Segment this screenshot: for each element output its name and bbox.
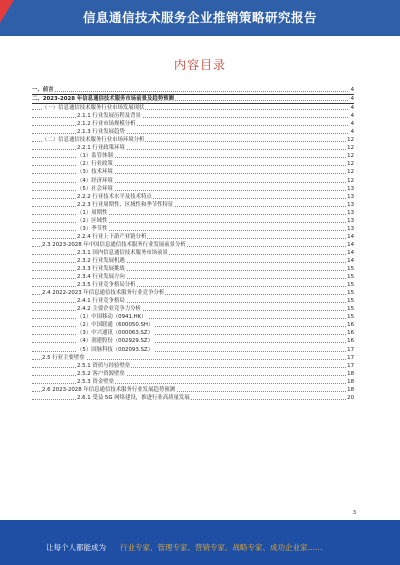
toc-entry-label: 二、2023-2028 年信息通信技术服务市场前景及趋势预测 [32,96,174,103]
toc-entry-label: 2.5.1 资质与经验壁垒 [77,362,131,369]
toc-entry-label: 2.3.4 行业发展方向 [77,274,125,281]
toc-entry-label: 2.4.1 行业竞争格局 [77,298,125,305]
toc-entry-page: 20 [347,394,354,401]
toc-entry-label: 2.6.1 受益 5G 网络建设，推进行业高质量发展 [77,394,190,401]
toc-entry[interactable] [32,305,354,313]
toc-entry[interactable] [32,241,354,249]
toc-entry-label: （1）中国移动（0941.HK） [77,314,147,321]
toc-entry-page: 4 [350,87,354,93]
footer-slogan-left: 让每个人都能成为 [46,543,106,552]
toc-entry-page: 4 [350,113,354,120]
toc-entry-page: 13 [347,217,354,224]
toc-entry-page: 12 [347,169,354,176]
toc-entry[interactable] [32,201,354,209]
toc-entry[interactable] [32,394,354,402]
toc-entry-label: （一）信息通信技术服务行业市场发展现状 [42,105,145,112]
toc-entry-page: 12 [347,145,354,152]
toc-entry-page: 15 [347,290,354,297]
toc-entry[interactable] [32,112,354,120]
toc-entry[interactable] [32,128,354,136]
toc-entry[interactable] [32,136,354,144]
toc-entry[interactable] [32,177,354,185]
toc-entry-page: 12 [347,177,354,184]
page-header [0,0,400,36]
toc-entry-label: （1）监管体制 [77,153,113,160]
toc-entry-label: 2.2.1 行业政策环境 [77,145,125,152]
toc-entry[interactable] [32,329,354,337]
toc-entry-label: 2.3.3 行业发展挑战 [77,266,125,273]
toc-entry-label: 一、前言 [32,87,54,93]
toc-entry-label: （2）行业政策 [77,161,113,168]
toc-entry-page: 13 [347,225,354,232]
toc-entry-label: 2.1.1 行业发展历程及背景 [77,113,141,120]
toc-entry-label: 2.5.2 客户资源壁垒 [77,370,125,377]
toc-entry-page: 13 [347,201,354,208]
toc-entry-page: 17 [347,354,354,361]
footer-slogan-right: 行业专家、管理专家、营销专家、战略专家、成功企业家…… [120,543,323,552]
toc-entry-label: （4）润建股份（002929.SZ） [77,338,153,345]
toc-entry-page: 12 [347,137,354,144]
toc-entry[interactable] [32,193,354,201]
toc-entry[interactable] [32,337,354,345]
toc-entry[interactable] [32,225,354,233]
toc-entry-label: 2.5.3 资金壁垒 [77,378,114,385]
toc-entry[interactable] [32,152,354,160]
toc-entry-label: 2.4 2022-2023 年信息通信技术服务行业竞争分析 [42,290,165,297]
toc-entry[interactable] [32,378,354,386]
toc-entry[interactable] [32,257,354,265]
toc-entry-page: 15 [347,306,354,313]
toc-entry-label: 2.3.1 国内信息通信技术服务市场前景 [77,249,168,256]
toc-entry-label: （4）经济环境 [77,177,113,184]
toc-entry[interactable] [32,313,354,321]
toc-entry[interactable] [32,168,354,176]
toc-entry-label: 2.4.2 主要企业竞争力分析 [77,306,141,313]
toc-entry-label: （1）周期性 [77,209,108,216]
toc-entry-label: （3）中兴通讯（000063.SZ） [77,330,153,337]
toc-entry-page: 15 [347,298,354,305]
toc-entry-page: 12 [347,161,354,168]
leader-dots [32,91,348,92]
toc-entry-page: 18 [347,378,354,385]
toc-entry-page: 17 [347,346,354,353]
toc-entry-page: 13 [347,193,354,200]
toc-entry[interactable] [32,362,354,370]
toc-entry[interactable] [32,86,354,95]
table-of-contents [32,86,354,402]
toc-entry-page: 14 [347,257,354,264]
toc-entry-label: 2.2.2 行业技术水平及技术特点 [77,193,152,200]
toc-entry-label: 2.3.5 行业竞争格局分析 [77,282,136,289]
toc-entry[interactable] [32,321,354,329]
toc-entry[interactable] [32,120,354,128]
toc-entry-page: 14 [347,241,354,248]
page-footer [0,510,400,565]
toc-entry-label: （2）区域性 [77,217,108,224]
toc-entry[interactable] [32,273,354,281]
toc-entry[interactable] [32,346,354,354]
toc-entry[interactable] [32,265,354,273]
toc-entry-page: 15 [347,314,354,321]
toc-entry-page: 4 [350,129,354,136]
toc-entry[interactable] [32,370,354,378]
toc-entry-page: 13 [347,185,354,192]
toc-entry-label: 2.6 2023-2028 年信息通信技术服务行业发展趋势预测 [42,386,176,393]
toc-entry-label: 2.3.2 行业发展机遇 [77,257,125,264]
toc-entry[interactable] [32,289,354,297]
toc-entry-label: （3）季节性 [77,225,108,232]
toc-entry-label: （2）中国联通（600050.SH） [77,322,154,329]
toc-entry-page: 15 [347,266,354,273]
toc-entry-page: 4 [350,121,354,128]
toc-entry-page: 4 [350,96,354,103]
toc-entry[interactable] [32,160,354,168]
toc-entry[interactable] [32,297,354,305]
toc-entry[interactable] [32,217,354,225]
toc-entry[interactable] [32,185,354,193]
toc-entry[interactable] [32,249,354,257]
toc-entry-label: （5）社会环境 [77,185,113,192]
toc-entry-label: 2.2.4 行业上下游产业链分析 [77,233,147,240]
toc-entry-page: 12 [347,153,354,160]
toc-entry-label: 2.3 2023-2028 年中国信息通信技术服务行业发展前景分析 [42,241,186,248]
toc-entry-label: （3）技术环境 [77,169,113,176]
toc-entry-page: 18 [347,370,354,377]
toc-entry[interactable] [32,144,354,152]
toc-entry-label: 2.1.3 行业发展趋势 [77,129,125,136]
toc-entry[interactable] [32,209,354,217]
toc-entry-page: 15 [347,282,354,289]
toc-entry-page: 16 [347,322,354,329]
toc-entry-page: 14 [347,233,354,240]
toc-heading: 内容目录 [173,58,226,72]
toc-entry-label: 2.1.2 行业市场规模分析 [77,121,136,128]
toc-entry-label: 2.2.3 行业周期性、区域性和季节性特征 [77,201,174,208]
toc-entry-page: 17 [347,362,354,369]
page-number: 3 [352,510,356,516]
toc-entry-label: （5）国脉科技（002093.SZ） [77,346,153,353]
toc-entry[interactable] [32,386,354,394]
toc-entry-page: 15 [347,274,354,281]
toc-entry[interactable] [32,104,354,112]
toc-entry[interactable] [32,281,354,289]
toc-entry-page: 13 [347,209,354,216]
report-title: 信息通信技术服务企业推销策略研究报告 [82,10,317,25]
toc-entry-label: （二）信息通信技术服务行业市场环境分析 [42,137,145,144]
toc-entry[interactable] [32,95,354,104]
toc-entry-page: 4 [350,105,354,112]
toc-entry-page: 18 [347,386,354,393]
toc-entry-page: 16 [347,338,354,345]
toc-entry-label: 2.5 行业主要壁垒 [42,354,85,361]
toc-entry-page: 16 [347,330,354,337]
toc-entry[interactable] [32,233,354,241]
toc-entry[interactable] [32,354,354,362]
toc-entry-page: 14 [347,249,354,256]
